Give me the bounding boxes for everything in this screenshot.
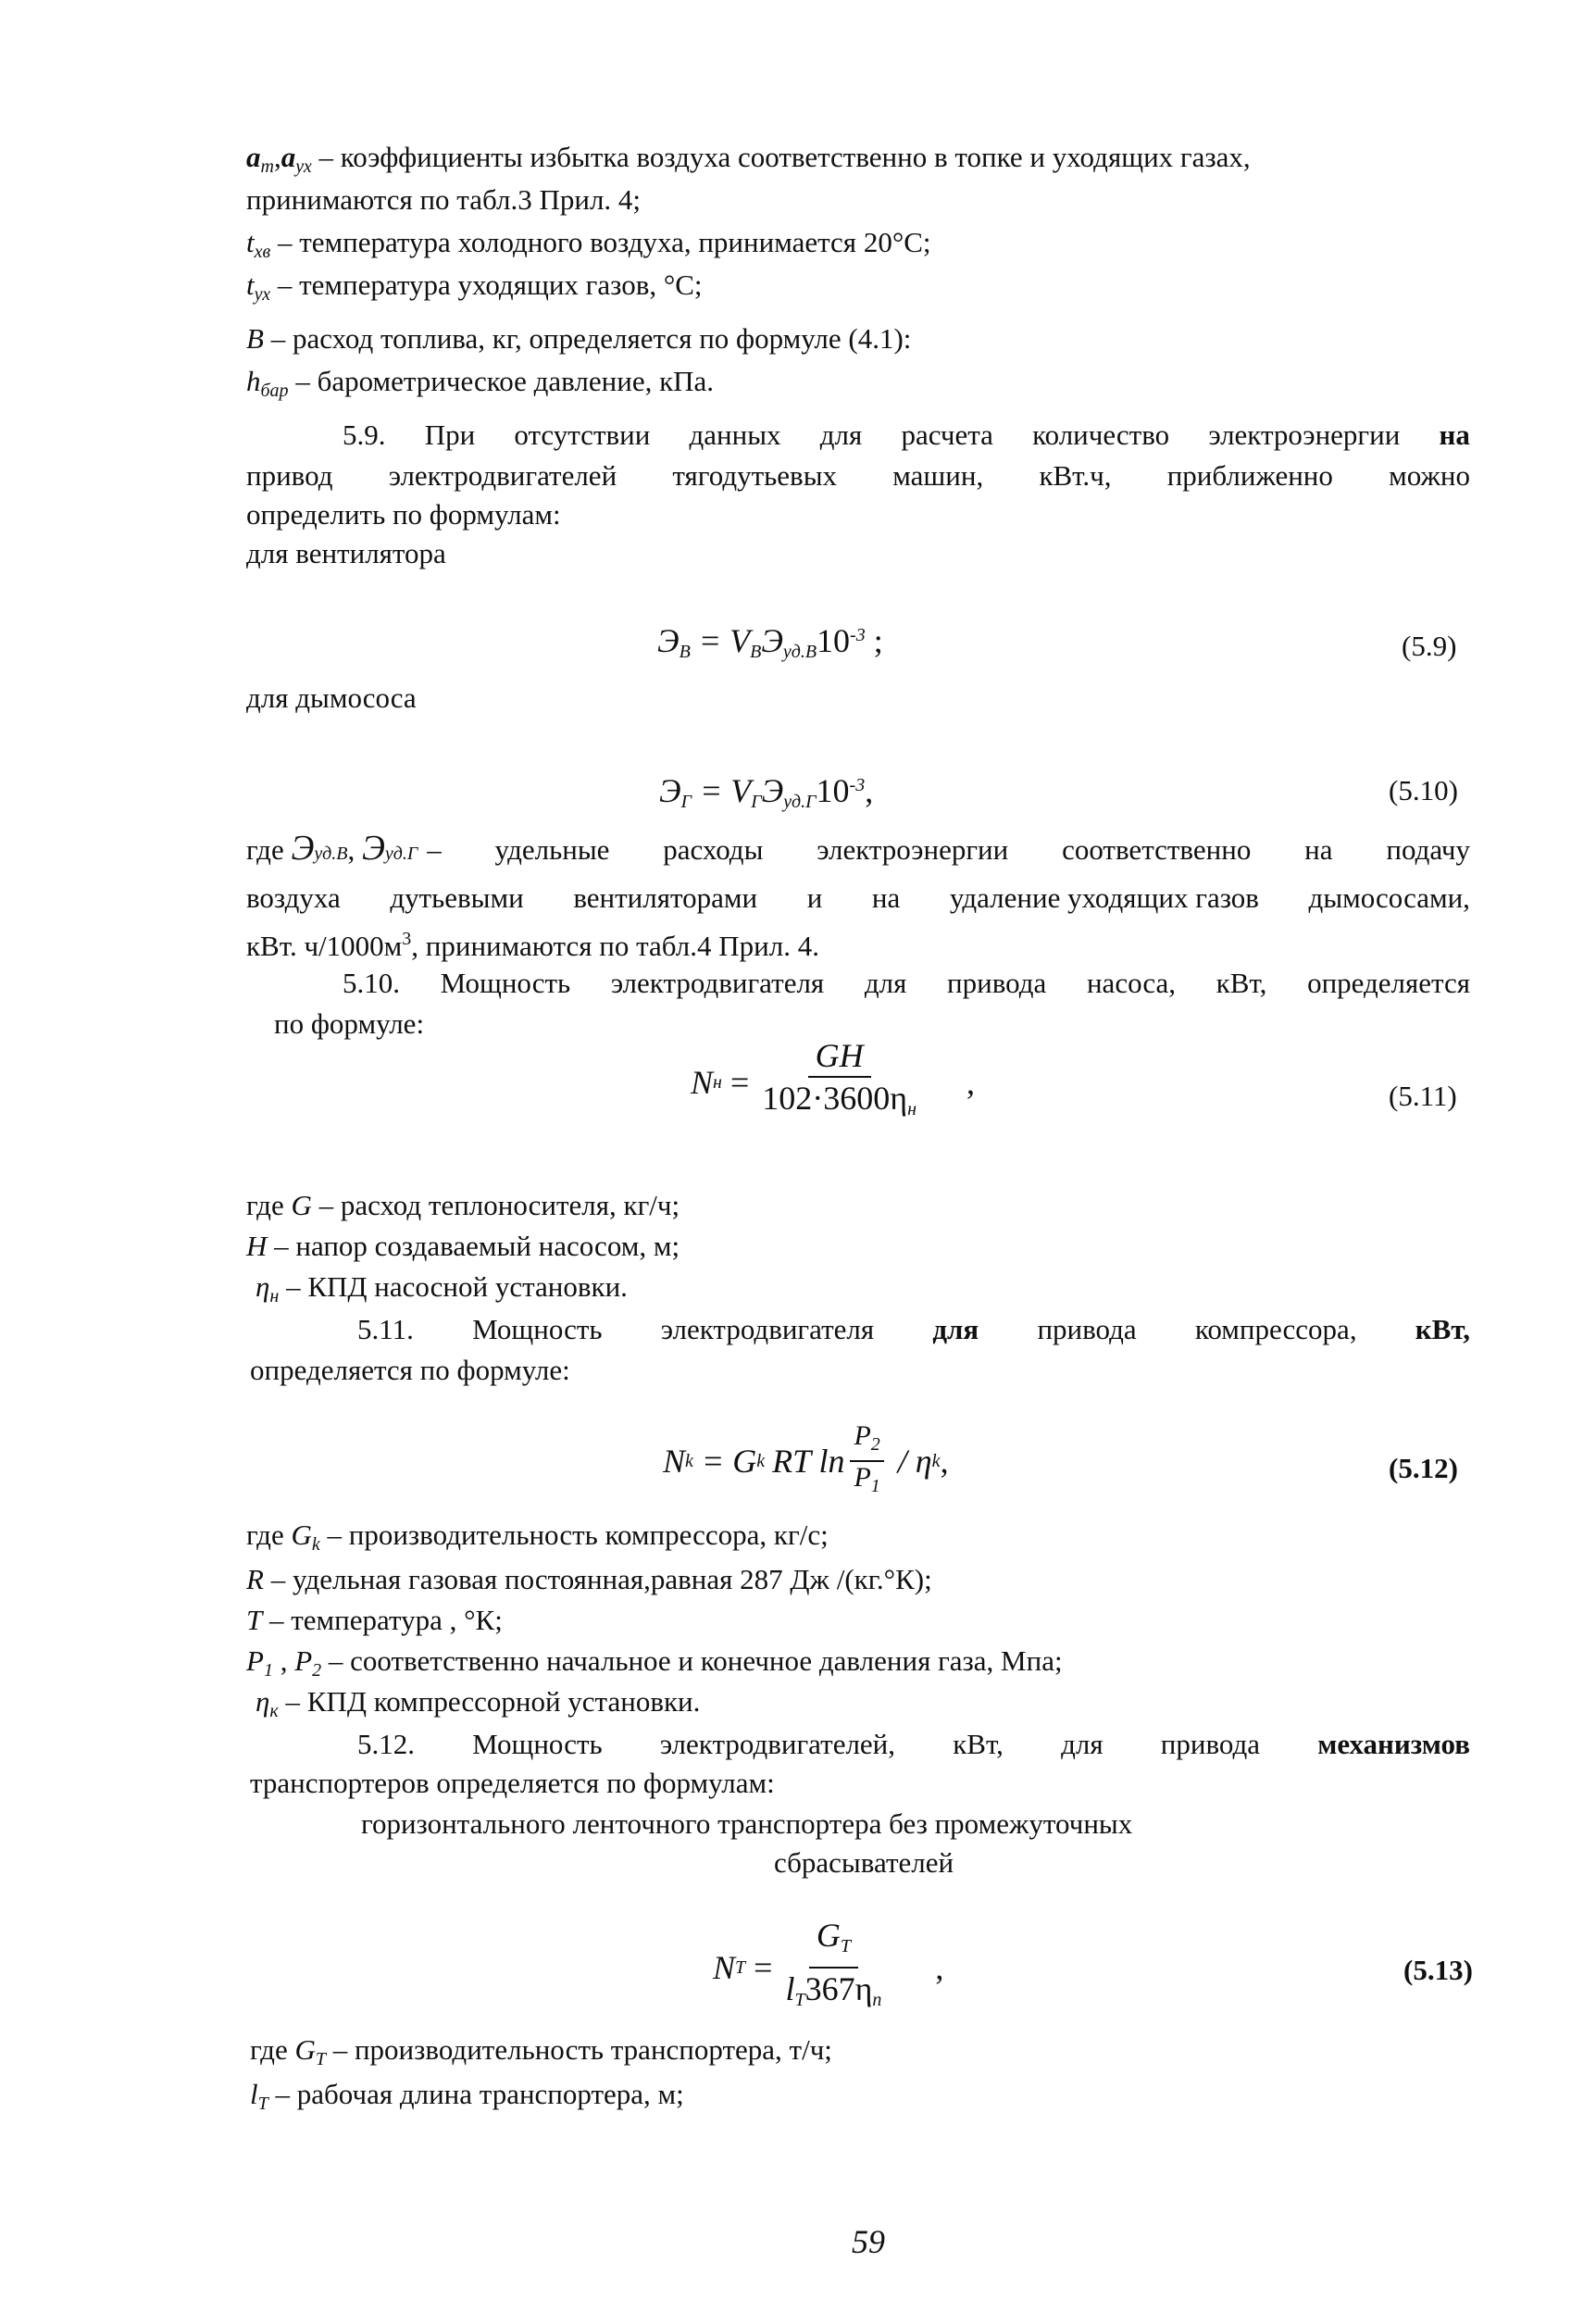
fraction-5-13: $\frac{G_T}{l_T367\eta_п}$ xyxy=(785,1917,882,2010)
where-5-12-r: R – удельная газовая постоянная,равная 287 Дж /(кг.°К); xyxy=(246,1563,932,1595)
fraction-5-12: $\frac{P_2}{P_1}$ xyxy=(850,1420,883,1502)
para-5-12-line4: сбрасывателей xyxy=(774,1846,954,1879)
where-5-12-gk: где $G_k$ – производительность компрессора, кг/с; xyxy=(246,1519,829,1555)
def-cold-air-temp: $t_{хв}$ – температура холодного воздуха, принимается 20°С; xyxy=(246,226,931,262)
equation-number-5-12: (5.12) xyxy=(1389,1452,1458,1484)
para-5-9-line3: определить по формулам: xyxy=(246,498,561,531)
para-5-9-line1: 5.9. При отсутствии данных для расчета количество электроэнергии на xyxy=(343,419,1470,451)
para-5-11-line1: 5.11. Мощность электродвигателя для привода компрессора, кВт, xyxy=(357,1313,1470,1345)
fraction-5-11: $\frac{GH}{102\cdot 3600\eta_н}$ xyxy=(762,1037,916,1119)
label-for-smoke-exhauster: для дымососа xyxy=(246,681,417,714)
equation-5-11: N н = $\frac{GH}{102\cdot 3600\eta_н}$ , xyxy=(691,1037,975,1128)
para-5-12-line1: 5.12. Мощность электродвигателей, кВт, для привода механизмов xyxy=(357,1728,1470,1760)
para-5-12-line3: горизонтального ленточного транспортера без промежуточных xyxy=(361,1807,1133,1840)
where-5-12-t: T – температура , °К; xyxy=(246,1604,503,1636)
para-5-10-line2: по формуле: xyxy=(274,1007,425,1040)
where-5-12-p: $P_1$ , $P_2$ – соответственно начальное и конечное давления газа, Мпа; xyxy=(246,1644,1063,1681)
equation-5-12: N k = G k RT ln $\frac{P_2}{P_1}$ / η k , xyxy=(663,1420,949,1502)
page-number: 59 xyxy=(852,2223,885,2260)
equation-number-5-11: (5.11) xyxy=(1389,1080,1457,1112)
def-excess-air-cont: принимаются по табл.3 Прил. 4; xyxy=(246,183,642,216)
def-excess-air: $a_т,a_{ух}$ – коэффициенты избытка воздуха соответственно в топке и уходящих газах, xyxy=(246,141,1251,177)
where-5-11-g: где G – расход теплоносителя, кг/ч; xyxy=(246,1189,680,1221)
equation-5-9: $Э_В = V_ВЭ_{уд.В}10^{-3}$ ; xyxy=(657,622,883,662)
para-5-12-line2: транспортеров определяется по формулам: xyxy=(250,1767,775,1799)
para-5-11-line2: определяется по формуле: xyxy=(250,1354,570,1386)
equation-number-5-13: (5.13) xyxy=(1403,1954,1473,1986)
where-5-10-line1: где Э уд.В , Э уд.Г – удельные расходы электроэнергии соответственно на подачу xyxy=(246,829,1470,868)
def-fuel-consumption: B – расход топлива, кг, определяется по формуле (4.1): xyxy=(246,322,912,355)
where-5-11-eta: $\eta_н$ – КПД насосной установки. xyxy=(256,1270,628,1306)
equation-number-5-9: (5.9) xyxy=(1402,630,1457,662)
para-5-10-line1: 5.10. Мощность электродвигателя для привода насоса, кВт, определяется xyxy=(343,967,1470,999)
def-barometric-pressure: $h_{бар}$ – барометрическое давление, кПа. xyxy=(246,365,715,401)
where-5-12-eta: $\eta_к$ – КПД компрессорной установки. xyxy=(256,1685,701,1721)
where-5-10-line3: кВт. $ч/1000м^3$, принимаются по табл.4 Прил. 4. xyxy=(246,929,819,962)
where-5-11-h: H – напор создаваемый насосом, м; xyxy=(246,1230,680,1262)
equation-5-13: N T = $\frac{G_T}{l_T367\eta_п}$ , xyxy=(713,1917,943,2019)
where-5-13-lt: $l_T$ – рабочая длина транспортера, м; xyxy=(250,2078,684,2114)
equation-5-10: $Э_Г = V_ГЭ_{уд.Г}10^{-3}$, xyxy=(659,772,874,812)
para-5-9-line2: привод электродвигателей тягодутьевых машин, кВт.ч, приближенно можно xyxy=(246,459,1470,492)
equation-number-5-10: (5.10) xyxy=(1389,774,1458,806)
where-5-13-gt: где $G_T$ – производительность транспортера, т/ч; xyxy=(250,2033,832,2069)
para-5-9-line4: для вентилятора xyxy=(246,537,446,569)
where-5-10-line2: воздуха дутьевыми вентиляторами и на удаление уходящих газов дымососами, xyxy=(246,881,1470,914)
def-flue-gas-temp: $t_{ух}$ – температура уходящих газов, °С; xyxy=(246,269,703,305)
